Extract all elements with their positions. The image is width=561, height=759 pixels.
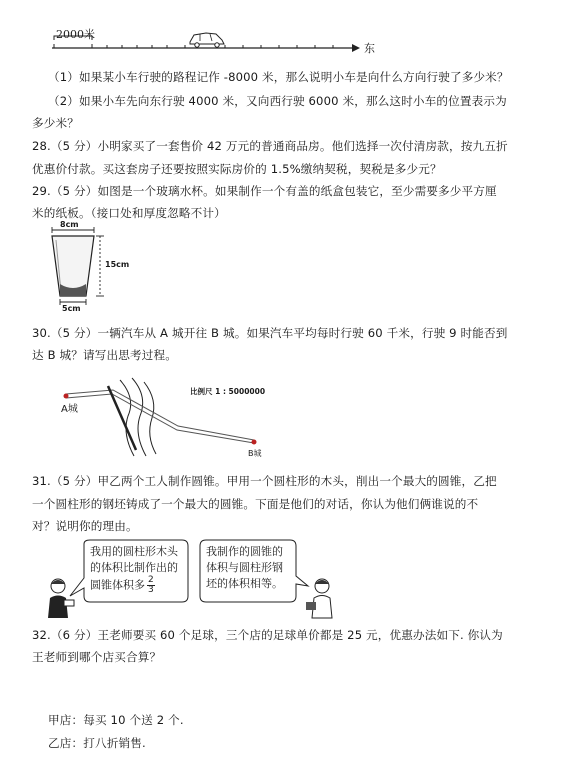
- right-bubble-line3: 坯的体积相等。: [206, 577, 283, 590]
- q28-line1: 28.（5 分）小明家买了一套售价 42 万元的普通商品房。他们选择一次付清房款，按九五折: [32, 139, 508, 153]
- q31-line1: 31.（5 分）甲乙两个工人制作圆锥。甲用一个圆柱形的木头，削出一个最大的圆锥，乙把: [32, 474, 497, 488]
- worker-yi-icon: [306, 579, 332, 618]
- number-line-figure: [40, 22, 375, 62]
- dialogue-figure: [40, 538, 340, 620]
- q28-line2: 优惠价付款。买这套房子还要按照实际房价的 1.5%缴纳契税，契税是多少元？: [32, 162, 442, 176]
- direction-label: 东: [364, 42, 375, 55]
- fraction-two-thirds: [147, 576, 155, 595]
- left-bubble-line3: 圆锥体积多: [90, 578, 145, 592]
- shop-b-offer: 乙店：打八折销售.: [48, 736, 146, 750]
- right-bubble-line1: 我制作的圆锥的: [206, 545, 283, 558]
- city-b-label: B城: [248, 449, 262, 458]
- map-figure: [58, 368, 298, 464]
- route-map: [58, 368, 298, 464]
- city-a-label: A城: [61, 404, 78, 415]
- glass-top-label: 8cm: [60, 220, 79, 229]
- q31-line2: 一个圆柱形的钢坯铸成了一个最大的圆锥。下面是他们的对话，你认为他们俩谁说的不: [32, 497, 479, 511]
- q29-line2: 米的纸板。（接口处和厚度忽略不计）: [32, 206, 226, 220]
- q27-part2-line2: 多少米？: [32, 116, 79, 130]
- q31-line3: 对？说明你的理由。: [32, 519, 138, 533]
- right-bubble-line2: 体积与圆柱形钢: [206, 561, 283, 574]
- q32-line2: 王老师到哪个店买合算？: [32, 650, 162, 664]
- glass-cup-icon: [44, 222, 134, 316]
- dialogue-drawing: [40, 538, 340, 620]
- left-bubble-line2: 的体积比制作出的: [90, 561, 178, 574]
- glass-height-label: 15cm: [105, 260, 130, 269]
- right-speech-bubble: [206, 544, 283, 592]
- q27-part1: （1）如果某小车行驶的路程记作 -8000 米，那么说明小车是向什么方向行驶了多少米？: [48, 70, 509, 84]
- left-bubble-line1: 我用的圆柱形木头: [90, 545, 178, 558]
- q30-line2: 达 B 城？请写出思考过程。: [32, 348, 177, 362]
- q32-line1: 32.（6 分）王老师要买 60 个足球，三个店的足球单价都是 25 元，优惠办法如下. 你认为: [32, 628, 503, 642]
- fraction-denominator: 3: [148, 585, 154, 595]
- glass-figure: [44, 222, 134, 316]
- fraction-numerator: 2: [148, 575, 154, 585]
- worker-jia-icon: [48, 579, 74, 618]
- glass-bottom-label: 5cm: [62, 304, 81, 313]
- car-icon: [190, 33, 224, 47]
- map-scale: 比例尺 1 : 5000000: [190, 387, 266, 396]
- q27-part2-line1: （2）如果小车先向东行驶 4000 米，又向西行驶 6000 米，那么这时小车的位置表示为: [48, 94, 507, 108]
- left-bubble-line3-wrap: [90, 576, 178, 595]
- q30-line1: 30.（5 分）一辆汽车从 A 城开往 B 城。如果汽车平均每时行驶 60 千米，行驶 9 时能否到: [32, 326, 508, 340]
- distance-label: 2000米: [56, 28, 95, 41]
- shop-a-offer: 甲店：每买 10 个送 2 个.: [48, 713, 184, 727]
- left-speech-bubble: [90, 544, 178, 595]
- q29-line1: 29.（5 分）如图是一个玻璃水杯。如果制作一个有盖的纸盒包装它，至少需要多少平方厘: [32, 184, 497, 198]
